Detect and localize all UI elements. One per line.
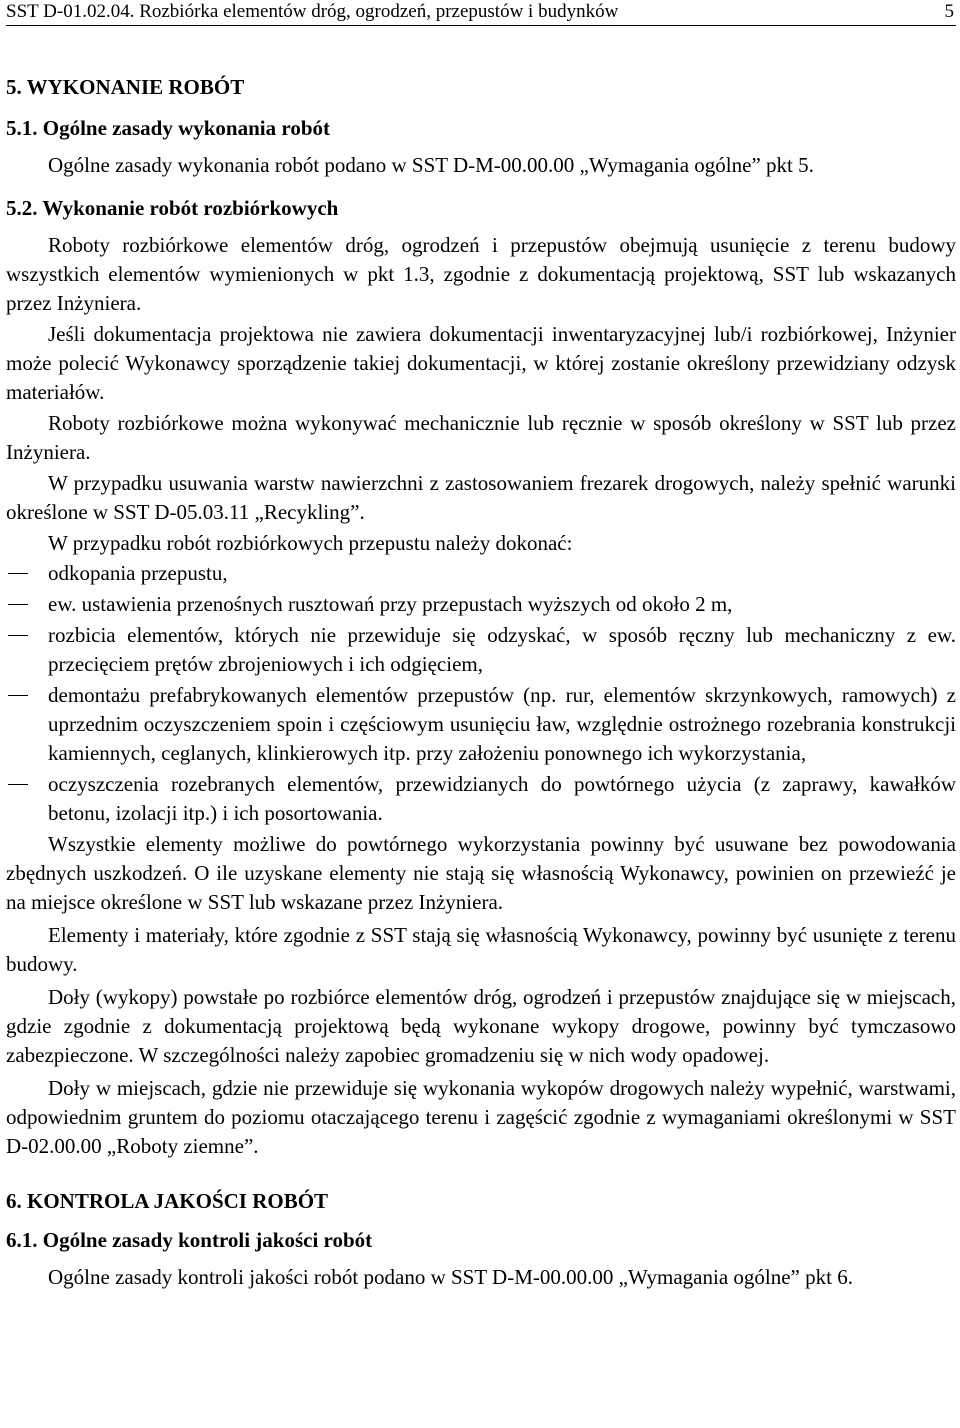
section-5-heading: 5. WYKONANIE ROBÓT <box>6 75 245 99</box>
list-item-text: rozbicia elementów, których nie przewiduje się odzyskać, w sposób ręczny lub mechaniczny z ew. przecięciem prętów zbrojeniowych i ich odgięciem, <box>48 623 956 676</box>
list-item <box>6 621 956 679</box>
list-item-text: oczyszczenia rozebranych elementów, przewidzianych do powtórnego użycia (z zaprawy, kawałków betonu, izolacji itp.) i ich posortowania. <box>48 772 956 825</box>
section-5-2-paragraph-8: Doły (wykopy) powstałe po rozbiórce elementów dróg, ogrodzeń i przepustów znajdujące się w miejscach, gdzie zgodnie z dokumentacją projektową będą wykonane wykopy drogowe, powinny być tymczasowo zabezpieczone. W szczególności należy zapobiec gromadzeniu się w nich wody opadowej. <box>6 985 956 1067</box>
section-5-2-paragraph-5: W przypadku robót rozbiórkowych przepustu należy dokonać: <box>48 531 573 555</box>
section-6-1-text: Ogólne zasady kontroli jakości robót podano w SST D-M-00.00.00 „Wymagania ogólne” pkt 6. <box>48 1265 853 1289</box>
section-5-2-paragraph-9: Doły w miejscach, gdzie nie przewiduje się wykonania wykopów drogowych należy wypełnić, warstwami, odpowiednim gruntem do poziomu otaczającego terenu i zagęścić zgodnie z wymaganiami określonymi w SST D-02.00.00 „Roboty ziemne”. <box>6 1076 956 1158</box>
list-item <box>6 770 956 828</box>
section-6-heading: 6. KONTROLA JAKOŚCI ROBÓT <box>6 1189 329 1213</box>
list-item <box>6 681 956 768</box>
running-header <box>6 1 956 26</box>
header-title: SST D-01.02.04. Rozbiórka elementów dróg, ogrodzeń, przepustów i budynków <box>6 1 619 22</box>
dash-bullet-icon <box>8 784 28 785</box>
section-5-1-text: Ogólne zasady wykonania robót podano w SST D-M-00.00.00 „Wymagania ogólne” pkt 5. <box>48 153 814 177</box>
list-item-text: odkopania przepustu, <box>48 561 228 585</box>
list-item-text: ew. ustawienia przenośnych rusztowań przy przepustach wyższych od około 2 m, <box>48 592 733 616</box>
section-5-2-paragraph-3: Roboty rozbiórkowe można wykonywać mechanicznie lub ręcznie w sposób określony w SST lub przez Inżyniera. <box>6 411 956 464</box>
list-item <box>6 590 956 619</box>
section-5-2-heading: 5.2. Wykonanie robót rozbiórkowych <box>6 196 339 220</box>
culvert-demolition-list <box>6 559 956 828</box>
page-number: 5 <box>944 1 954 22</box>
section-5-2-paragraph-6: Wszystkie elementy możliwe do powtórnego wykorzystania powinny być usuwane bez powodowania zbędnych uszkodzeń. O ile uzyskane elementy nie stają się własnością Wykonawcy, powinien on przewieźć je na miejsce określone w SST lub wskazane przez Inżyniera. <box>6 832 956 914</box>
section-5-2-paragraph-1: Roboty rozbiórkowe elementów dróg, ogrodzeń i przepustów obejmują usunięcie z terenu budowy wszystkich elementów wymienionych w pkt 1.3, zgodnie z dokumentacją projektową, SST lub wskazanych przez Inżyniera. <box>6 233 956 315</box>
dash-bullet-icon <box>8 573 28 574</box>
dash-bullet-icon <box>8 695 28 696</box>
dash-bullet-icon <box>8 635 28 636</box>
section-6-1-heading: 6.1. Ogólne zasady kontroli jakości robót <box>6 1228 373 1252</box>
section-5-2-paragraph-4: W przypadku usuwania warstw nawierzchni z zastosowaniem frezarek drogowych, należy spełnić warunki określone w SST D-05.03.11 „Recykling”. <box>6 471 956 524</box>
section-5-2-paragraph-7: Elementy i materiały, które zgodnie z SST stają się własnością Wykonawcy, powinny być usunięte z terenu budowy. <box>6 923 956 976</box>
section-5-1-heading: 5.1. Ogólne zasady wykonania robót <box>6 116 330 140</box>
list-item-text: demontażu prefabrykowanych elementów przepustów (np. rur, elementów skrzynkowych, ramowych) z uprzednim oczyszczeniem spoin i częściowym usunięciu ław, względnie ostrożnego rozebrania konstrukcji kamiennych, ceglanych, klinkierowych itp. przy założeniu ponownego ich wykorzystania, <box>48 683 956 765</box>
section-5-2-paragraph-2: Jeśli dokumentacja projektowa nie zawiera dokumentacji inwentaryzacyjnej lub/i rozbiórkowej, Inżynier może polecić Wykonawcy sporządzenie takiej dokumentacji, w której zostanie określony przewidziany odzysk materiałów. <box>6 322 956 404</box>
document-page <box>6 0 956 1292</box>
dash-bullet-icon <box>8 604 28 605</box>
list-item <box>6 559 956 588</box>
